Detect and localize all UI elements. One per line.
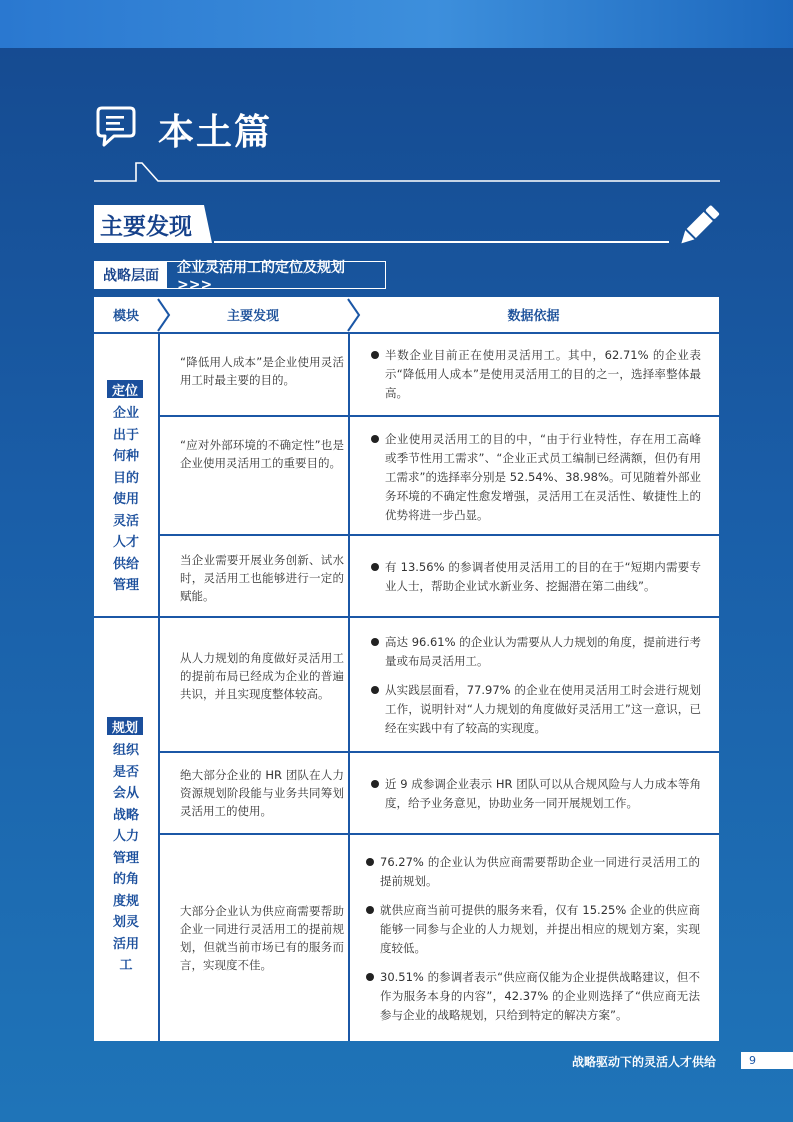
row-divider: [160, 751, 719, 753]
page-number: 9: [741, 1052, 793, 1069]
evidence-item: 有 13.56% 的参调者使用灵活用工的目的在于“短期内需要专业人士，帮助企业试水新业务、挖掘潜在第二曲线”。: [385, 558, 701, 596]
module-description: 企业出于何种目的使用灵活人才供给管理: [112, 406, 139, 593]
strategy-banner: [94, 260, 386, 293]
findings-table: [94, 297, 719, 1041]
header-finding: 主要发现: [226, 309, 279, 324]
module-tag: 定位: [107, 380, 143, 398]
evidence-item: 30.51% 的参调者表示“供应商仅能为企业提供战略建议，但不作为服务本身的内容”，42.37% 的企业则选择了“供应商无法参与企业的战略规划，只给到特定的解决方案”。: [380, 968, 700, 1025]
row-divider: [160, 833, 719, 835]
page-title: 本土篇: [158, 112, 273, 153]
column-divider: [158, 333, 160, 1041]
bullet-icon: [371, 780, 379, 788]
header-module: 模块: [112, 309, 139, 324]
finding-text: “应对外部环境的不确定性”也是企业使用灵活用工的重要目的。: [180, 438, 344, 470]
pen-icon: [676, 204, 720, 248]
section-rule: [214, 241, 669, 243]
header-arrow: [347, 297, 361, 333]
bullet-icon: [371, 563, 379, 571]
evidence-item: 企业使用灵活用工的目的中，“由于行业特性，存在用工高峰或季节性用工需求”、“企业正式员工编制已经满额，但仍有用工需求”的选择率分别是 52.54%、38.98%。可见随着外部业务环境的不确定性愈发增强，灵活用工在灵活性、敏捷性上的优势将进一步凸显。: [385, 430, 701, 525]
module-description: 组织是否会从战略人力管理的角度规划灵活用工: [112, 743, 139, 973]
row-divider: [160, 415, 719, 417]
evidence-item: 76.27% 的企业认为供应商需要帮助企业一同进行灵活用工的提前规划。: [380, 853, 700, 891]
footer-title: 战略驱动下的灵活人才供给: [572, 1055, 717, 1069]
bullet-icon: [371, 638, 379, 646]
chat-bubble-icon: [94, 106, 138, 148]
finding-text: 大部分企业认为供应商需要帮助企业一同进行灵活用工的提前规划，但就当前市场已有的服务而言，实现度不佳。: [180, 904, 344, 972]
header-arrow: [157, 297, 171, 333]
header-divider: [94, 332, 719, 334]
evidence-item: 就供应商当前可提供的服务来看，仅有 15.25% 企业的供应商能够一同参与企业的人力规划，并提出相应的规划方案，实现度较低。: [380, 901, 700, 958]
evidence-item: 高达 96.61% 的企业认为需要从人力规划的角度，提前进行考量或布局灵活用工。: [385, 633, 701, 671]
row-divider: [160, 534, 719, 536]
strategy-title: 企业灵活用工的定位及规划 >>>: [177, 260, 345, 293]
finding-text: “降低用人成本”是企业使用灵活用工时最主要的目的。: [180, 355, 344, 387]
strategy-tag: 战略层面: [95, 262, 167, 288]
evidence-item: 半数企业目前正在使用灵活用工。其中，62.71% 的企业表示“降低用人成本”是使用灵活用工的目的之一，选择率整体最高。: [385, 346, 701, 403]
bullet-icon: [371, 351, 379, 359]
module-divider: [94, 616, 719, 618]
bullet-icon: [366, 906, 374, 914]
section-title: 主要发现: [100, 214, 192, 240]
finding-text: 从人力规划的角度做好灵活用工的提前布局已经成为企业的普遍共识，并且实现度整体较高。: [180, 651, 344, 701]
header-evidence: 数据依据: [507, 309, 560, 324]
finding-text: 当企业需要开展业务创新、试水时，灵活用工也能够进行一定的赋能。: [180, 553, 344, 603]
finding-text: 绝大部分企业的 HR 团队在人力资源规划阶段能与业务共同筹划灵活用工的使用。: [180, 768, 344, 818]
top-band: [0, 0, 793, 48]
bullet-icon: [366, 973, 374, 981]
column-divider: [348, 333, 350, 1041]
bullet-icon: [371, 435, 379, 443]
module-tag: 规划: [107, 717, 143, 735]
evidence-item: 近 9 成参调企业表示 HR 团队可以从合规风险与人力成本等角度，给予业务意见，协助业务一同开展规划工作。: [385, 775, 701, 813]
title-divider: [94, 158, 720, 188]
bullet-icon: [366, 858, 374, 866]
evidence-item: 从实践层面看，77.97% 的企业在使用灵活用工时会进行规划工作，说明针对“人力规划的角度做好灵活用工”这一意识，已经在实践中有了较高的实现度。: [385, 681, 701, 738]
bullet-icon: [371, 686, 379, 694]
